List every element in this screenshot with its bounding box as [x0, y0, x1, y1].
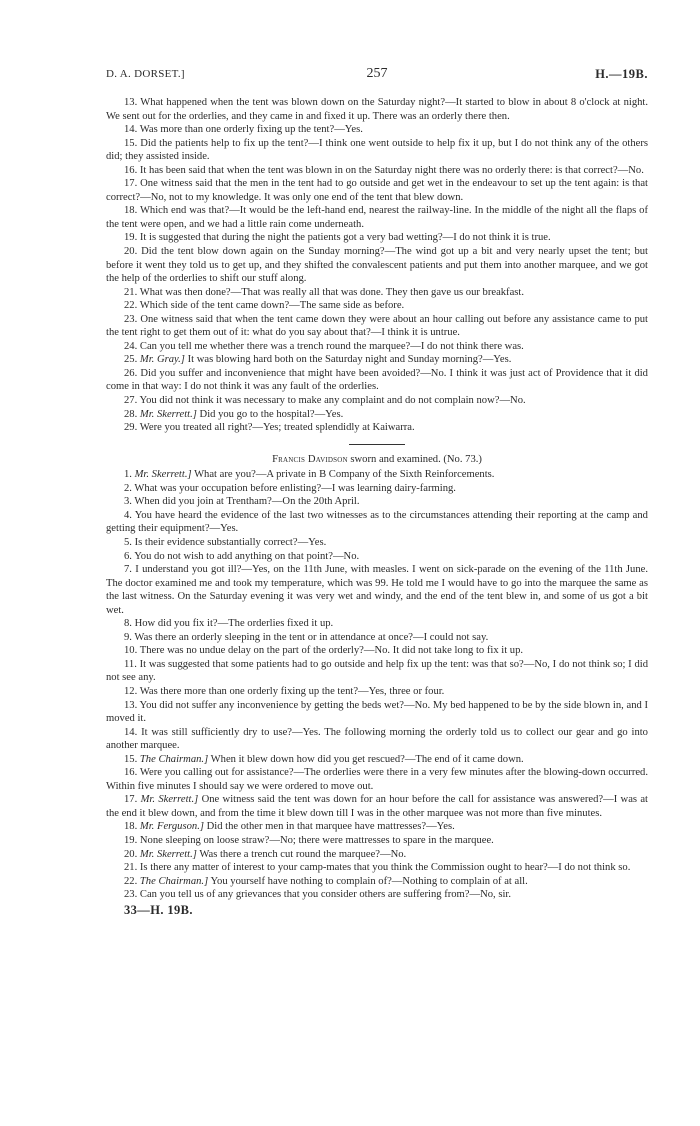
question-number: 18.: [124, 821, 138, 833]
question-text: What are you?—A private in B Company of the Sixth Reinforcements.: [194, 469, 495, 481]
question-paragraph: [106, 766, 648, 793]
question-paragraph: [106, 685, 648, 699]
question-number: 28.: [124, 408, 138, 420]
question-paragraph: [106, 394, 648, 408]
question-paragraph: [106, 421, 648, 435]
question-text: Which end was that?—It would be the left-hand end, nearest the railway-line. In the middle of the night all the flaps of the tent were open, and we had a little rain come underneath.: [106, 205, 648, 230]
document-body: [106, 96, 648, 917]
question-paragraph: [106, 231, 648, 245]
speaker-label: Mr. Skerrett.]: [139, 408, 197, 420]
question-paragraph: [106, 644, 648, 658]
question-paragraph: [106, 367, 648, 394]
speaker-label: The Chairman.]: [139, 875, 209, 887]
question-number: 13.: [124, 699, 138, 711]
question-text: Was there an orderly sleeping in the tent or in attendance at once?—I could not say.: [134, 631, 489, 643]
question-number: 14.: [124, 726, 138, 738]
question-text: Did the other men in that marquee have mattresses?—Yes.: [206, 821, 455, 833]
question-paragraph: [106, 834, 648, 848]
question-paragraph: [106, 286, 648, 300]
question-paragraph: [106, 617, 648, 631]
question-number: 23.: [124, 889, 138, 901]
question-text: One witness said the tent was down for an hour before the call for assistance was answered?—I was at the end it blew down, and from the time it blew down till I was in the other marquee was not more than five minutes.: [106, 794, 648, 819]
question-text: It was suggested that some patients had to go outside and help fix up the tent: was that so?—No, I do not think so; I did not see any.: [106, 658, 648, 684]
question-text: What was your occupation before enlisting?—I was learning dairy-farming.: [134, 482, 456, 494]
question-number: 4.: [124, 509, 132, 521]
question-number: 25.: [124, 354, 138, 366]
question-number: 12.: [124, 685, 138, 697]
question-paragraph: [106, 164, 648, 178]
question-paragraph: [106, 550, 648, 564]
page-number: 257: [366, 66, 388, 81]
question-text: Were you treated all right?—Yes; treated splendidly at Kaiwarra.: [139, 422, 415, 434]
speaker-label: Mr. Skerrett.]: [134, 469, 192, 481]
question-number: 29.: [124, 422, 138, 434]
speaker-label: Mr. Gray.]: [139, 354, 185, 366]
question-text: How did you fix it?—The orderlies fixed it up.: [134, 618, 334, 630]
question-text: Did the patients help to fix up the tent?—I think one went outside to help fix it up, but I do not think any of the others did; they assisted inside.: [106, 137, 648, 163]
question-text: When it blew down how did you get rescued?—The end of it came down.: [210, 753, 524, 765]
question-text: Did you suffer and inconvenience that might have been avoided?—No. I think it was just act of Providence that it did come in that way: I do not think it was any fault of the orderlies.: [106, 367, 648, 393]
question-number: 22.: [124, 875, 138, 887]
question-paragraph: [106, 753, 648, 767]
question-number: 16.: [124, 164, 138, 176]
question-text: It has been said that when the tent was blown in on the Saturday night there was no orderly there: is that correct?—No.: [139, 164, 644, 176]
question-number: 2.: [124, 482, 132, 494]
question-text: You have heard the evidence of the last two witnesses as to the circumstances attending their reporting at the camp and getting their equipment?—Yes.: [106, 509, 648, 535]
question-text: Which side of the tent came down?—The same side as before.: [139, 300, 405, 312]
question-text: None sleeping on loose straw?—No; there were mattresses to spare in the marquee.: [139, 834, 494, 846]
question-text: Was there more than one orderly fixing up the tent?—Yes, three or four.: [139, 685, 445, 697]
question-text: Can you tell us of any grievances that you consider others are suffering from?—No, sir.: [139, 889, 511, 901]
question-number: 21.: [124, 286, 138, 298]
speaker-label: The Chairman.]: [139, 753, 209, 765]
question-text: You yourself have nothing to complain of?—Nothing to complain of at all.: [210, 875, 528, 887]
question-text: There was no undue delay on the part of the orderly?—No. It did not take long to fix it up.: [139, 645, 524, 657]
question-text: Did the tent blow down again on the Sunday morning?—The wind got up a bit and very nearly upset the tent; but before it went they told us to get up, and they shifted the convalescent patients and put them into another marquee, and we got the help of the orderlies to shift our stuff along.: [106, 246, 648, 285]
header-paper-ref: H.—19B.: [595, 67, 648, 81]
question-paragraph: [106, 848, 648, 862]
question-number: 19.: [124, 834, 138, 846]
question-number: 13.: [124, 97, 138, 108]
question-paragraph: [106, 820, 648, 834]
question-paragraph: [106, 468, 648, 482]
question-number: 18.: [124, 205, 138, 217]
question-paragraph: [106, 137, 648, 164]
question-number: 15.: [124, 753, 138, 765]
question-text: When did you join at Trentham?—On the 20th April.: [134, 496, 360, 508]
question-number: 15.: [124, 137, 138, 149]
question-number: 19.: [124, 232, 138, 244]
question-paragraph: [106, 699, 648, 726]
witness-heading-rest: sworn and examined. (No. 73.): [350, 453, 482, 465]
question-text: What happened when the tent was blown down on the Saturday night?—It started to blow in about 8 o'clock at night. We sent out for the orderlies, and they came in and fixed it up. There was an orderly there then.: [106, 97, 648, 122]
question-text: Were you calling out for assistance?—The orderlies were there in a very few minutes after the blowing-down occurred. Within five minutes I should say we were ordered to move out.: [106, 767, 648, 792]
question-text: You did not think it was necessary to make any complaint and do not complain now?—No.: [139, 395, 526, 407]
question-text: Is there any matter of interest to your camp-mates that you think the Commission ought to hear?—I do not think so.: [139, 862, 631, 874]
question-text: Is their evidence substantially correct?—Yes.: [134, 536, 327, 548]
footer-signature-ref: 33—H. 19B.: [124, 902, 193, 917]
question-paragraph: [106, 509, 648, 536]
question-text: One witness said that the men in the tent had to go outside and get wet in the endeavour to set up the tent again: is that correct?—No, not to my knowledge. It was only one end of the tent that blew down.: [106, 178, 648, 203]
question-number: 16.: [124, 767, 138, 779]
evidence-section-dorset: [106, 96, 648, 435]
question-number: 26.: [124, 367, 138, 379]
question-paragraph: [106, 658, 648, 685]
question-number: 21.: [124, 862, 138, 874]
question-number: 20.: [124, 848, 138, 860]
question-text: Did you go to the hospital?—Yes.: [199, 408, 344, 420]
question-paragraph: [106, 536, 648, 550]
question-number: 9.: [124, 631, 132, 643]
question-paragraph: [106, 861, 648, 875]
question-text: It is suggested that during the night the patients got a very bad wetting?—I do not think it is true.: [139, 232, 551, 244]
question-number: 7.: [124, 564, 132, 576]
question-paragraph: [106, 563, 648, 617]
question-paragraph: [106, 177, 648, 204]
witness-name: Francis Davidson: [272, 453, 348, 465]
header-witness-name: D. A. DORSET.]: [106, 68, 185, 80]
question-paragraph: [106, 123, 648, 137]
question-number: 11.: [124, 658, 137, 670]
question-number: 14.: [124, 124, 138, 136]
question-number: 3.: [124, 496, 132, 508]
speaker-label: Mr. Skerrett.]: [140, 794, 199, 806]
question-number: 17.: [124, 794, 138, 806]
question-text: It was still sufficiently dry to use?—Yes. The following morning the orderly told us to collect our gear and go into another marquee.: [106, 726, 648, 752]
question-text: What was then done?—That was really all that was done. They then gave us our breakfast.: [139, 286, 525, 298]
question-paragraph: [106, 631, 648, 645]
question-paragraph: [106, 888, 648, 902]
question-number: 20.: [124, 246, 138, 258]
question-paragraph: [106, 313, 648, 340]
question-number: 5.: [124, 536, 132, 548]
question-paragraph: [106, 96, 648, 123]
question-number: 10.: [124, 645, 138, 657]
question-text: It was blowing hard both on the Saturday night and Sunday morning?—Yes.: [187, 354, 512, 366]
question-paragraph: [106, 340, 648, 354]
section-divider: [349, 444, 405, 445]
speaker-label: Mr. Ferguson.]: [139, 821, 204, 833]
question-text: You did not suffer any inconvenience by getting the beds wet?—No. My bed happened to be by the side blown in, and I moved it.: [106, 699, 648, 725]
question-text: Can you tell me whether there was a trench round the marquee?—I do not think there was.: [139, 340, 524, 352]
question-paragraph: [106, 299, 648, 313]
question-number: 22.: [124, 300, 138, 312]
question-paragraph: [106, 204, 648, 231]
question-paragraph: [106, 495, 648, 509]
question-number: 24.: [124, 340, 138, 352]
question-paragraph: [106, 726, 648, 753]
question-text: You do not wish to add anything on that point?—No.: [134, 550, 360, 562]
question-text: I understand you got ill?—Yes, on the 11th June, with measles. I went on sick-parade on the evening of the 11th June. The doctor examined me and took my temperature, which was 99. He told me I would have to go into the marquee the same as the last witness. On the Saturday evening it was very wet and windy, and the end of the tent blew in, and some of us got a bit wet.: [106, 564, 648, 616]
question-paragraph: [106, 353, 648, 367]
question-number: 23.: [124, 313, 138, 325]
question-paragraph: [106, 245, 648, 286]
running-header: [106, 66, 648, 82]
question-number: 17.: [124, 178, 138, 190]
question-text: One witness said that when the tent came down they were about an hour calling out before any assistance came to put the tent right to get them out of it: what do you say about that?—I think it is untrue.: [106, 313, 648, 339]
question-paragraph: [106, 793, 648, 820]
speaker-label: Mr. Skerrett.]: [139, 848, 197, 860]
question-paragraph: [106, 482, 648, 496]
question-text: Was more than one orderly fixing up the tent?—Yes.: [139, 124, 363, 136]
question-number: 27.: [124, 395, 138, 407]
witness-heading: [106, 453, 648, 467]
question-text: Was there a trench cut round the marquee?—No.: [199, 848, 407, 860]
question-paragraph: [106, 408, 648, 422]
question-number: 8.: [124, 618, 132, 630]
question-paragraph: [106, 875, 648, 889]
question-number: 1.: [124, 469, 132, 481]
evidence-section-davidson: [106, 468, 648, 902]
question-number: 6.: [124, 550, 132, 562]
